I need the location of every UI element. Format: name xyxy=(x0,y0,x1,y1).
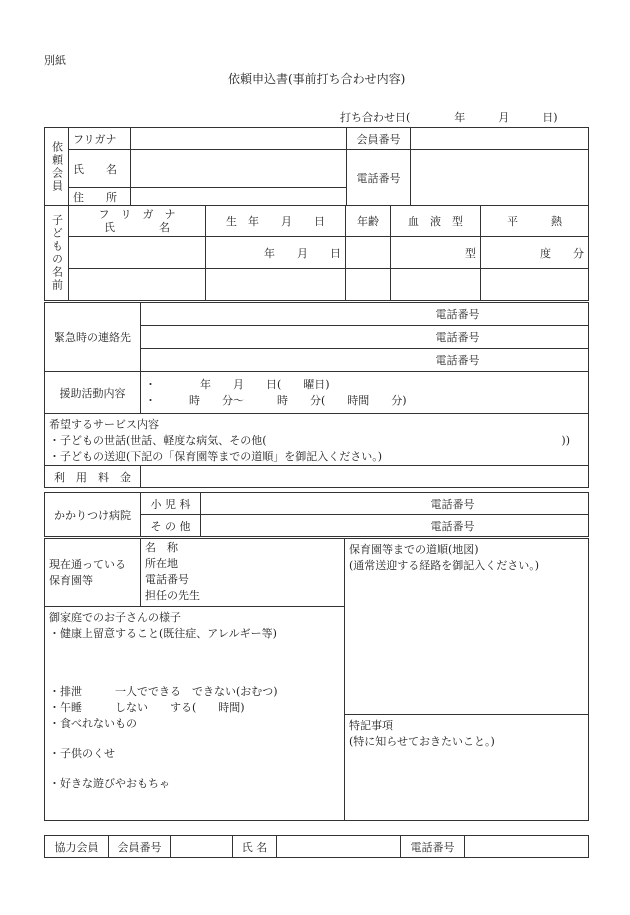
activity-label: 援助活動内容 xyxy=(45,372,141,414)
fee-field[interactable] xyxy=(141,466,589,488)
form-title: 依頼申込書(事前打ち合わせ内容) xyxy=(228,72,406,86)
activity-date-line: ・ 年 月 日( 曜日) xyxy=(145,377,330,391)
cooperator-member-no-field[interactable] xyxy=(171,836,233,858)
activity-time-line: ・ 時 分〜 時 分( 時間 分) xyxy=(145,393,407,407)
emergency-table xyxy=(44,302,589,488)
notes-note: (特に知らせておきたいこと。) xyxy=(349,735,495,749)
home-cannot-eat: ・食べれないもの xyxy=(49,717,137,730)
name-field[interactable] xyxy=(131,150,347,188)
nursery-details[interactable] xyxy=(141,539,345,607)
pediatrics-phone[interactable]: 電話番号 xyxy=(201,493,589,515)
route-note: (通常送迎する経路を御記入ください。) xyxy=(349,559,540,572)
nursery-location: 所在地 xyxy=(145,557,178,570)
services-care-close: )) xyxy=(561,434,570,447)
notes-cell[interactable] xyxy=(345,715,589,821)
notes-title: 特記事項 xyxy=(349,719,393,733)
child-group-label: 子どもの名前 xyxy=(45,206,69,301)
home-toilet: ・排泄 一人でできる できない(おむつ) xyxy=(49,685,278,698)
emergency-phone-2[interactable]: 電話番号 xyxy=(141,326,589,349)
hospital-table xyxy=(44,492,589,537)
address-label: 住 所 xyxy=(69,188,131,206)
other-hospital-label: そ の 他 xyxy=(141,515,201,537)
child-table xyxy=(44,205,589,301)
home-favorites: ・好きな遊びやおもちゃ xyxy=(49,777,170,790)
pediatrics-label: 小 児 科 xyxy=(141,493,201,515)
child-furigana-header: フ リ ガ ナ xyxy=(98,208,176,221)
home-cell[interactable] xyxy=(45,607,345,821)
temp-field[interactable]: 度 分 xyxy=(481,237,589,269)
nursery-teacher: 担任の先生 xyxy=(145,589,200,602)
birth-field-2[interactable] xyxy=(206,269,346,301)
services-title: 希望するサービス内容 xyxy=(49,418,159,431)
emergency-label: 緊急時の連絡先 xyxy=(45,303,141,372)
fee-label: 利 用 料 金 xyxy=(45,466,141,488)
age-field[interactable] xyxy=(346,237,391,269)
child-name-field[interactable] xyxy=(69,237,206,269)
temp-field-2[interactable] xyxy=(481,269,589,301)
route-map-cell[interactable] xyxy=(345,539,589,715)
attachment-label: 別紙 xyxy=(44,54,66,67)
blood-field-2[interactable] xyxy=(391,269,481,301)
child-name-field-2[interactable] xyxy=(69,269,206,301)
age-header: 年齢 xyxy=(346,206,391,237)
birth-field[interactable]: 年 月 日 xyxy=(206,237,346,269)
emergency-phone-3[interactable]: 電話番号 xyxy=(141,349,589,372)
phone-label: 電話番号 xyxy=(347,150,411,206)
cooperator-phone-field[interactable] xyxy=(465,836,589,858)
emergency-phone-1[interactable]: 電話番号 xyxy=(141,303,589,326)
route-title: 保育園等までの道順(地図) xyxy=(349,543,479,556)
phone-field[interactable] xyxy=(411,150,589,206)
home-health: ・健康上留意すること(既往症、アレルギー等) xyxy=(49,627,277,640)
cooperator-phone-label: 電話番号 xyxy=(401,836,465,858)
cooperator-table xyxy=(44,835,589,858)
home-health-space xyxy=(49,642,340,684)
member-no-field[interactable] xyxy=(411,128,589,150)
furigana-label: フリガナ xyxy=(69,128,131,150)
child-name-header xyxy=(69,206,206,237)
nursery-label xyxy=(45,539,141,607)
nursery-phone: 電話番号 xyxy=(145,573,189,586)
meeting-date: 打ち合わせ日( 年 月 日) xyxy=(340,111,558,124)
nursery-name: 名 称 xyxy=(145,541,178,554)
blood-field[interactable]: 型 xyxy=(391,237,481,269)
services-line-care xyxy=(49,433,584,449)
other-hospital-phone[interactable]: 電話番号 xyxy=(201,515,589,537)
cooperator-name-field[interactable] xyxy=(277,836,401,858)
nursery-table xyxy=(44,538,589,821)
cooperator-label: 協力会員 xyxy=(45,836,109,858)
services-care-text: ・子どもの世話(世話、軽度な病気、その他( xyxy=(49,434,267,447)
home-title: 御家庭でのお子さんの様子 xyxy=(49,611,181,624)
temp-header: 平 熱 xyxy=(481,206,589,237)
nursery-label-line2: 保育園等 xyxy=(49,573,93,587)
services-cell[interactable] xyxy=(45,414,589,466)
age-field-2[interactable] xyxy=(346,269,391,301)
blood-header: 血 液 型 xyxy=(391,206,481,237)
child-name-subheader: 氏 名 xyxy=(104,221,170,234)
home-nap: ・午睡 しない する( 時間) xyxy=(49,701,245,714)
services-line-transport: ・子どもの送迎(下記の「保育園等までの道順」を御記入ください。) xyxy=(49,450,383,463)
home-space-3 xyxy=(49,762,340,776)
name-label: 氏 名 xyxy=(69,150,131,188)
cooperator-name-label: 氏 名 xyxy=(233,836,277,858)
home-habits: ・子供のくせ xyxy=(49,747,115,760)
home-space-2 xyxy=(49,732,340,746)
address-field[interactable] xyxy=(131,188,347,206)
requester-group-label: 依頼会員 xyxy=(45,128,69,206)
birth-header: 生 年 月 日 xyxy=(206,206,346,237)
cooperator-member-no-label: 会員番号 xyxy=(109,836,171,858)
hospital-label: かかりつけ病院 xyxy=(45,493,141,537)
requester-table xyxy=(44,127,589,206)
member-no-label: 会員番号 xyxy=(347,128,411,150)
activity-field[interactable] xyxy=(141,372,589,414)
furigana-field[interactable] xyxy=(131,128,347,150)
nursery-label-line1: 現在通っている xyxy=(49,557,126,571)
